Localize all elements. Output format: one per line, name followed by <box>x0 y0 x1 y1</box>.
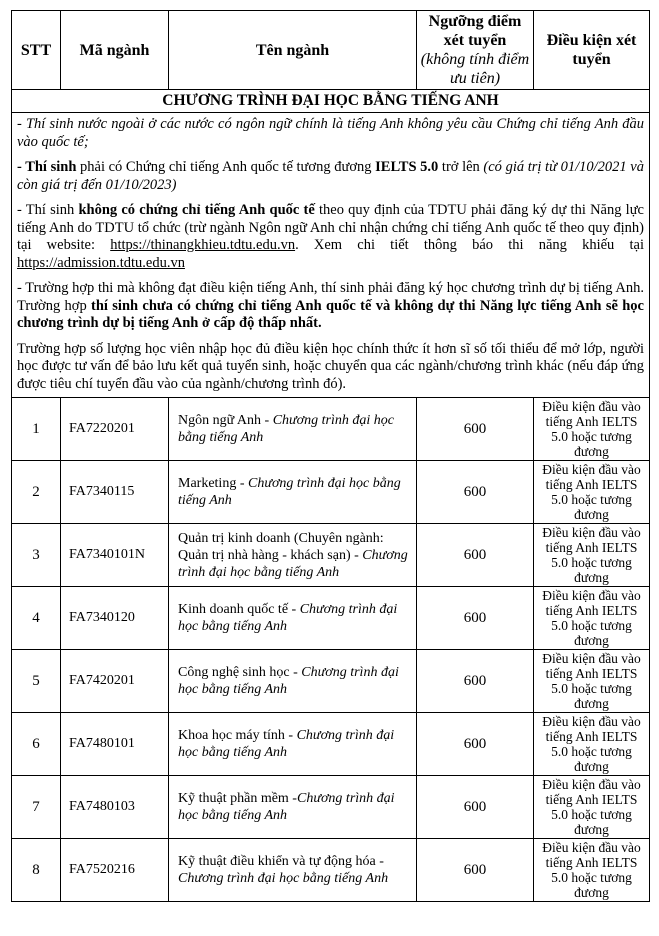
name-plain: Kỹ thuật điều khiển và tự động hóa - <box>178 854 384 869</box>
name-plain: Kỹ thuật phần mềm - <box>178 791 297 806</box>
cell-score: 600 <box>417 776 534 839</box>
section-notes <box>12 113 650 398</box>
cell-condition: Điều kiện đầu vào tiếng Anh IELTS 5.0 hoặc tương đương <box>534 776 650 839</box>
cell-name <box>169 461 417 524</box>
name-italic: Chương trình đại học bằng tiếng Anh <box>178 413 394 445</box>
name-plain: Công nghệ sinh học - <box>178 665 302 680</box>
header-score <box>417 11 534 90</box>
name-italic: Chương trình đại học bằng tiếng Anh <box>178 665 399 697</box>
header-stt: STT <box>12 11 61 90</box>
name-plain: Kinh doanh quốc tế - <box>178 602 300 617</box>
table-row <box>12 650 650 713</box>
cell-score: 600 <box>417 524 534 587</box>
table-row <box>12 713 650 776</box>
cell-stt: 1 <box>12 398 61 461</box>
cell-stt: 8 <box>12 839 61 902</box>
link-thinangkhieu[interactable]: https://thinangkhieu.tdtu.edu.vn <box>110 237 296 253</box>
cell-score: 600 <box>417 839 534 902</box>
cell-score: 600 <box>417 398 534 461</box>
section-title-row <box>12 90 650 113</box>
cell-stt: 6 <box>12 713 61 776</box>
name-plain: Ngôn ngữ Anh - <box>178 413 273 428</box>
note-english-test: - Thí sinh không có chứng chỉ tiếng Anh quốc tế theo quy định của TDTU phải đăng ký dự thi Năng lực tiếng Anh do TDTU tổ chức (trừ ngành Ngôn ngữ Anh chỉ nhận chứng chỉ tiếng Anh quốc tế theo quy định) tại website: https://thinangkhieu.tdtu.edu.vn. Xem chi tiết thông báo thi năng khiếu tại https://admission.tdtu.edu.vn <box>17 202 644 271</box>
cell-code: FA7480101 <box>61 713 169 776</box>
cell-name <box>169 398 417 461</box>
name-italic: Chương trình đại học bằng tiếng Anh <box>178 476 401 508</box>
cell-name <box>169 587 417 650</box>
header-score-line2: xét tuyển <box>443 32 507 49</box>
cell-name <box>169 839 417 902</box>
cell-condition: Điều kiện đầu vào tiếng Anh IELTS 5.0 hoặc tương đương <box>534 713 650 776</box>
cell-condition: Điều kiện đầu vào tiếng Anh IELTS 5.0 hoặc tương đương <box>534 650 650 713</box>
name-italic: Chương trình đại học bằng tiếng Anh <box>178 547 408 580</box>
section-notes-row <box>12 113 650 398</box>
cell-condition: Điều kiện đầu vào tiếng Anh IELTS 5.0 hoặc tương đương <box>534 461 650 524</box>
header-score-line1: Ngưỡng điểm <box>428 13 522 30</box>
cell-code: FA7340115 <box>61 461 169 524</box>
cell-condition: Điều kiện đầu vào tiếng Anh IELTS 5.0 hoặc tương đương <box>534 524 650 587</box>
admission-table <box>11 10 650 902</box>
cell-condition: Điều kiện đầu vào tiếng Anh IELTS 5.0 hoặc tương đương <box>534 839 650 902</box>
header-name: Tên ngành <box>169 11 417 90</box>
cell-code: FA7340101N <box>61 524 169 587</box>
cell-name <box>169 713 417 776</box>
cell-score: 600 <box>417 587 534 650</box>
name-italic: Chương trình đại học bằng tiếng Anh <box>178 728 395 760</box>
note-ielts: - Thí sinh phải có Chứng chỉ tiếng Anh quốc tế tương đương IELTS 5.0 trở lên (có giá trị từ 01/10/2021 và còn giá trị đến 01/10/2023) <box>17 159 644 193</box>
cell-stt: 5 <box>12 650 61 713</box>
cell-name <box>169 524 417 587</box>
table-row <box>12 839 650 902</box>
cell-code: FA7520216 <box>61 839 169 902</box>
cell-score: 600 <box>417 650 534 713</box>
cell-code: FA7480103 <box>61 776 169 839</box>
table-header-row <box>12 11 650 90</box>
note-min-class: Trường hợp số lượng học viên nhập học đủ điều kiện học chính thức ít hơn sĩ số tối thiểu để mở lớp, người học được tư vấn để bảo lưu kết quả tuyển sinh, hoặc chuyển qua các ngành/chương trình khác (nếu đáp ứng được tiêu chí tuyển đầu vào của ngành/chương trình đó). <box>17 340 644 392</box>
cell-condition: Điều kiện đầu vào tiếng Anh IELTS 5.0 hoặc tương đương <box>534 398 650 461</box>
cell-name <box>169 776 417 839</box>
cell-stt: 4 <box>12 587 61 650</box>
note-foreign: - Thí sinh nước ngoài ở các nước có ngôn ngữ chính là tiếng Anh không yêu cầu Chứng chỉ tiếng Anh đầu vào quốc tế; <box>17 116 644 150</box>
section-title: CHƯƠNG TRÌNH ĐẠI HỌC BẰNG TIẾNG ANH <box>12 90 650 113</box>
cell-stt: 2 <box>12 461 61 524</box>
cell-code: FA7340120 <box>61 587 169 650</box>
header-condition: Điều kiện xét tuyển <box>534 11 650 90</box>
cell-stt: 7 <box>12 776 61 839</box>
link-admission[interactable]: https://admission.tdtu.edu.vn <box>17 254 185 271</box>
header-score-sub: (không tính điểm ưu tiên) <box>420 51 530 87</box>
name-plain: Khoa học máy tính - <box>178 728 297 743</box>
name-italic: Chương trình đại học bằng tiếng Anh <box>178 791 395 823</box>
cell-score: 600 <box>417 713 534 776</box>
table-row <box>12 461 650 524</box>
name-italic: Chương trình đại học bằng tiếng Anh <box>178 602 398 634</box>
cell-name <box>169 650 417 713</box>
table-row <box>12 587 650 650</box>
name-plain: Marketing - <box>178 476 248 491</box>
table-row <box>12 524 650 587</box>
cell-code: FA7220201 <box>61 398 169 461</box>
header-code: Mã ngành <box>61 11 169 90</box>
cell-condition: Điều kiện đầu vào tiếng Anh IELTS 5.0 hoặc tương đương <box>534 587 650 650</box>
cell-score: 600 <box>417 461 534 524</box>
admission-table-wrapper <box>11 10 649 902</box>
cell-code: FA7420201 <box>61 650 169 713</box>
table-row <box>12 776 650 839</box>
table-row <box>12 398 650 461</box>
note-preparatory: - Trường hợp thi mà không đạt điều kiện tiếng Anh, thí sinh phải đăng ký học chương trình dự bị tiếng Anh. Trường hợp thí sinh chưa có chứng chỉ tiếng Anh quốc tế và không dự thi Năng lực tiếng Anh sẽ học chương trình dự bị tiếng Anh ở cấp độ thấp nhất. <box>17 280 644 331</box>
name-plain: Quản trị kinh doanh (Chuyên ngành: Quản trị nhà hàng - khách sạn) - <box>178 530 384 563</box>
name-italic: Chương trình đại học bằng tiếng Anh <box>178 871 389 886</box>
cell-stt: 3 <box>12 524 61 587</box>
